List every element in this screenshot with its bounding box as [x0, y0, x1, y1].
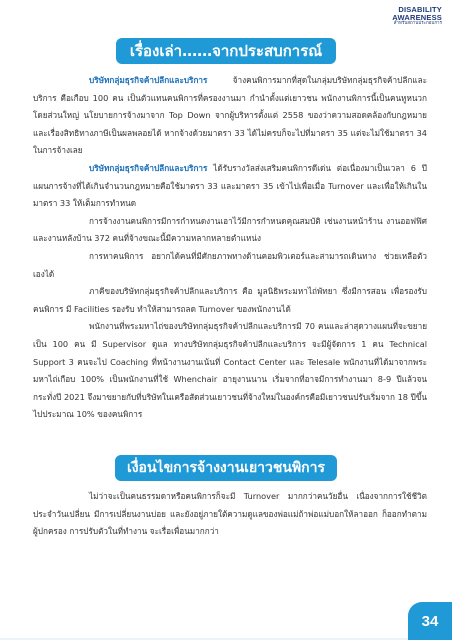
brand-logo: [392, 6, 442, 26]
section2-body: [33, 488, 427, 541]
section1-paragraph-1: บริษัทกลุ่มธุรกิจค้าปลีกและบริการ จ้างคนพิการมากที่สุดในกลุ่มบริษัทกลุ่มธุรกิจค้าปลีกและบริการ คือเกือบ 100 คน เป็นตัวแทนคนพิการที่ครองงานมา กำนำตั้งแต่เยาวชน พนักงานพิการนี้เป็นคนหูหนวกโดยส่วนใหญ่ นโยบายการจ้างมาจาก Top Down จากผู้บริหารตั้งแต่ 2558 ของว่าความสอดคล้องกับกฎหมายและเรื่องสิทธิทางภาษีเป็นผลพลอยได้ หากจ้างด้วยมาตรา 33 ได้ไม่ครบก็จะไปที่มาตรา 35 แต่จะไม่ใช้มาตรา 34 ในการจ้างเลย: [33, 75, 427, 156]
brand-line2: AWARENESS: [392, 12, 442, 22]
section2-heading-wrap: [0, 455, 452, 481]
section2-paragraph-1: ไม่ว่าจะเป็นคนธรรมดาหรือคนพิการก็จะมี Turnover มากกว่าคนวัยอื่น เนื่องจากการใช้ชีวิตประจำวันเปลี่ยน มีการเปลี่ยนงานบ่อย และยังอยู่ภายใต้ความดูแลของพ่อแม่ถ้าพ่อแม่บอกให้ลาออก ก็ออกทำตามผู้ปกครอง การปรับตัวในที่ทำงาน จะเรื่อเพื่อนมากกว่า: [33, 491, 427, 537]
section1-paragraph-6: พนักงานที่พระมหาไถ่ของบริษัทกลุ่มธุรกิจค้าปลีกและบริการมี 70 คนและล่าสุดวางแผนที่จะขยายเป็น 100 คน มี Supervisor ดูแล ทางบริษัทกลุ่มธุรกิจค้าปลีกและบริการ จะมีผู้จัดการ 1 คน Technical Support 3 คนจะไป Coaching ที่หน้างานงานเน้นที่ Contact Center และ Telesale พนักงานที่ได้มาจากพระมหาไถ่เกือบ 100% เป็นพนักงานที่ใช้ Whenchair อายุงานนาน เริ่มจากที่อาจมีการทำงานมา 8-9 ปีแล้วจนกระทั่งปี 2021 จึงมาขยายกับที่บริษัทในเครือสัดส่วนเยาวชนที่จ้างใหม่ในองค์กรคือมีเยาวชนปรับเริ่มจาก 18 ปีขึ้นไปประมาณ 10% ของคนพิการ: [33, 321, 427, 420]
section1-paragraph-3: การจ้างงานคนพิการมีการกำหนดงานเอาไว้มีการกำหนดคุณสมบัติ เช่นงานหน้าร้าน งานออฟฟิศ และงานหลังบ้าน 372 คนที่จ้างขณะนี้มีความหลากหลายตำแหน่ง: [33, 215, 427, 244]
section2-heading: เงื่อนไขการจ้างงานเยาวชนพิการ: [115, 455, 337, 481]
section1-paragraph-2: บริษัทกลุ่มธุรกิจค้าปลีกและบริการ ได้รับรางวัลส่งเสริมคนพิการดีเด่น ต่อเนื่องมาเป็นเวลา 6 ปี แผนการจ้างที่ได้เกินจำนวนกฎหมายคือใช้มาตรา 33 และมาตรา 35 เข้าไปเพื่อเมื่อ Turnover และเพื่อให้เกินในมาตรา 33 ให้เต็มการทำหนด: [33, 162, 427, 209]
company-name: บริษัทกลุ่มธุรกิจค้าปลีกและบริการ: [89, 162, 208, 173]
section1-heading-wrap: [0, 38, 452, 64]
section1-heading: เรื่องเล่า……จากประสบการณ์: [116, 38, 336, 64]
company-name: บริษัทกลุ่มธุรกิจค้าปลีกและบริการ: [89, 75, 208, 85]
section1-body: [33, 72, 427, 424]
section1-paragraph-4: การหาคนพิการ อยากได้คนที่มีศักยภาพทางด้านคอมพิวเตอร์และสามารถเดินทาง ช่วยเหลือตัวเองได้: [33, 250, 427, 279]
brand-tagline: สำหรับสถานประกอบการ: [393, 20, 442, 26]
brand-line1: DISABILITY: [398, 5, 442, 14]
page-number: 34: [408, 602, 452, 640]
section1-paragraph-5: ภาคีของบริษัทกลุ่มธุรกิจค้าปลีกและบริการ คือ มูลนิธิพระมหาไถ่พัทยา ซึ่งมีการสอน เพื่อรองรับคนพิการ มี Facilities รองรับ ทำให้สามารถลด Turnover ของพนักงานได้: [33, 286, 427, 314]
